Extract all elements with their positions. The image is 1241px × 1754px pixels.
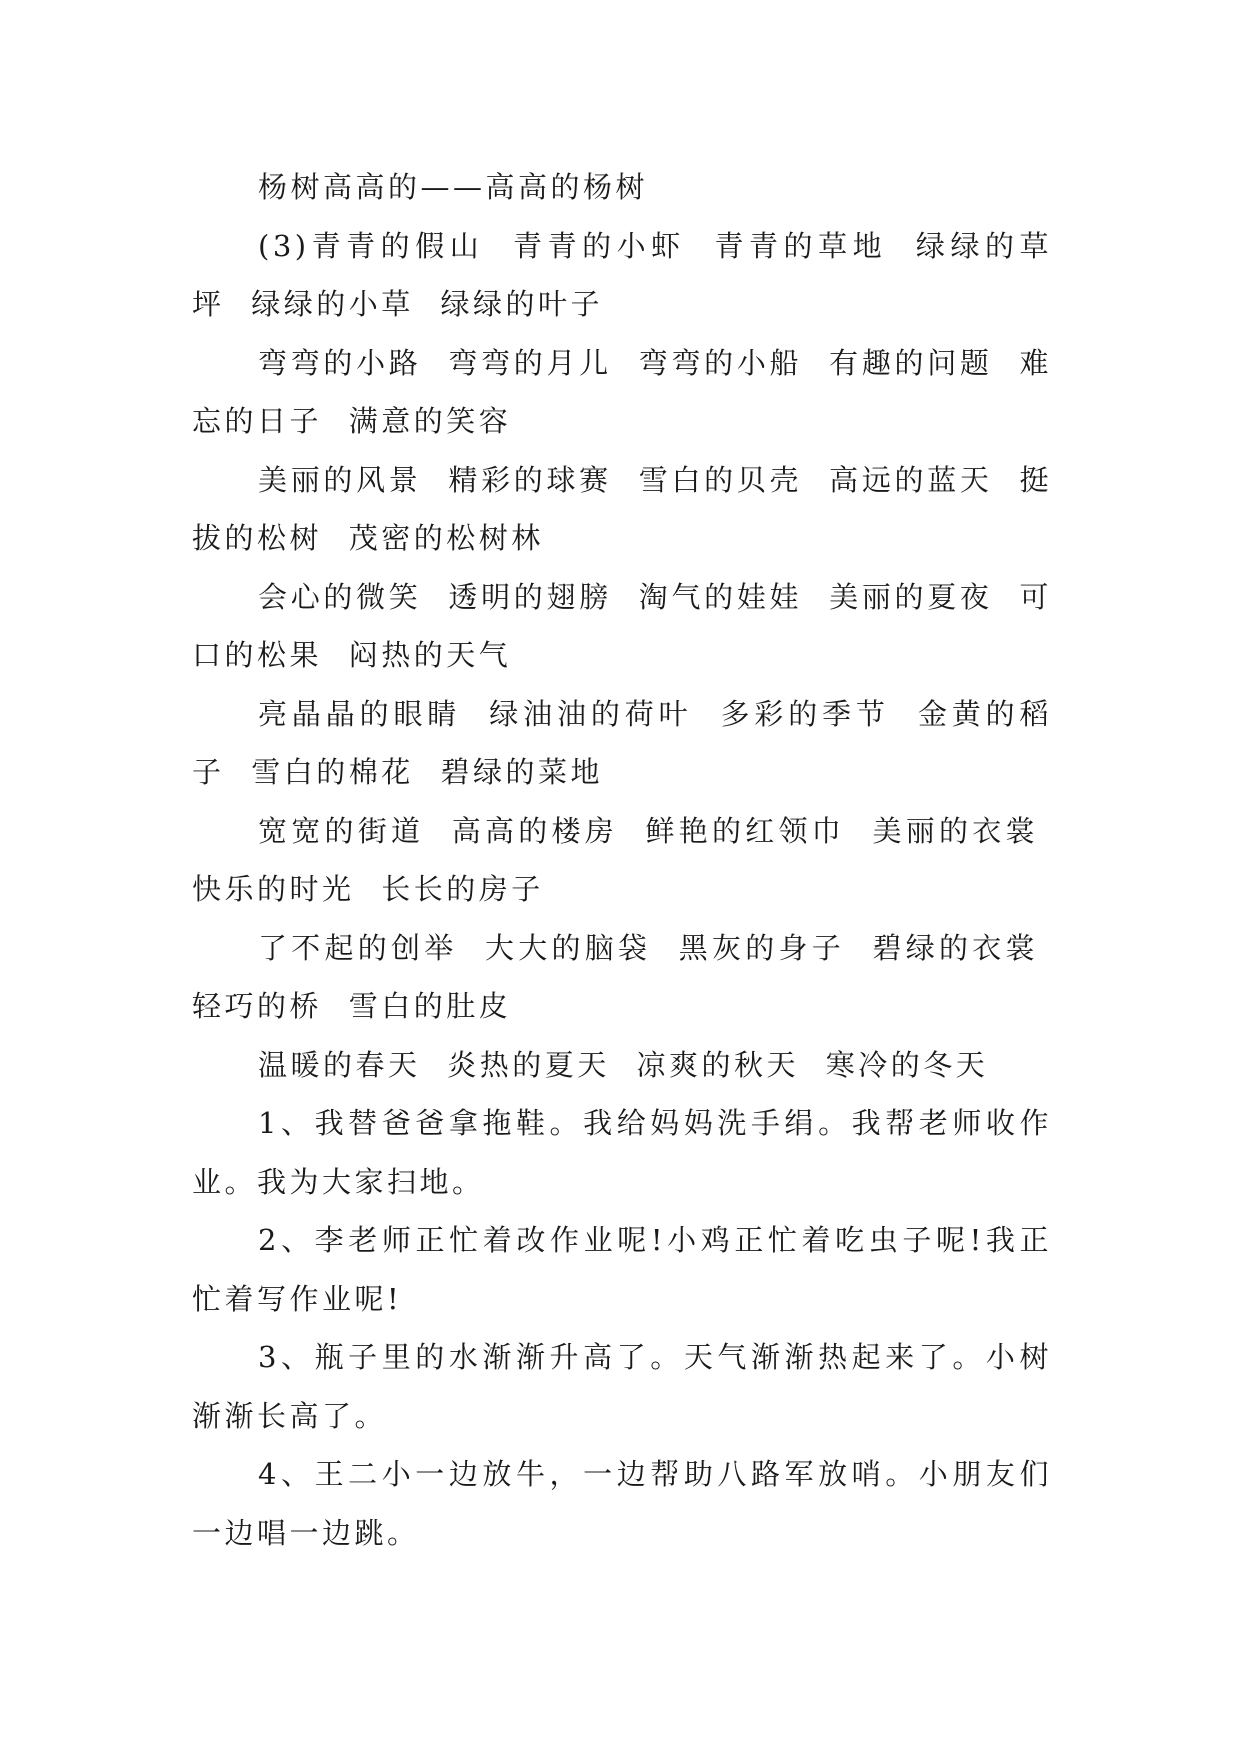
phrase: 宽宽的街道 — [258, 813, 425, 848]
paragraph — [192, 451, 1052, 568]
phrase: 亮晶晶的眼睛 — [258, 696, 462, 731]
phrase: 2、李老师正忙着改作业呢!小鸡正忙着吃虫子呢!我正忙着写作业呢! — [192, 1223, 1052, 1316]
phrase: 绿绿的小草 — [251, 287, 414, 321]
phrase: 透明的翅膀 — [448, 579, 612, 614]
phrase: 炎热的夏天 — [447, 1047, 610, 1082]
phrase: 美丽的风景 — [258, 462, 422, 497]
phrase: 茂密的松树林 — [348, 521, 544, 555]
phrase: 了不起的创举 — [258, 930, 458, 965]
phrase: 弯弯的小船 — [638, 345, 803, 380]
paragraph — [192, 685, 1052, 802]
phrase: 绿绿的叶子 — [440, 287, 603, 321]
phrase: 美丽的夏夜 — [829, 579, 993, 614]
phrase: 多彩的季节 — [720, 696, 890, 731]
paragraph — [192, 158, 1052, 217]
phrase: 淘气的娃娃 — [638, 579, 803, 614]
phrase: 寒冷的冬天 — [825, 1047, 989, 1082]
phrase: 高高的楼房 — [451, 813, 619, 848]
phrase: 雪白的肚皮 — [348, 989, 512, 1023]
paragraph — [192, 1036, 1052, 1095]
paragraph — [192, 334, 1052, 451]
paragraph — [192, 1445, 1052, 1562]
phrase: 会心的微笑 — [258, 579, 422, 614]
phrase: 绿油油的荷叶 — [489, 696, 693, 731]
phrase: 可口的松果 — [192, 579, 1053, 672]
phrase: 青青的小虾 — [513, 228, 686, 263]
paragraph — [192, 802, 1052, 919]
phrase: 轻巧的桥 — [192, 989, 323, 1023]
paragraph — [192, 1328, 1052, 1445]
phrase: 美丽的衣裳 — [872, 813, 1039, 848]
phrase: 挺拔的松树 — [192, 462, 1053, 555]
phrase: 1、我替爸爸拿拖鞋。我给妈妈洗手绢。我帮老师收作业。我为大家扫地。 — [192, 1106, 1052, 1199]
phrase: 雪白的贝壳 — [638, 462, 803, 497]
phrase: 快乐的时光 — [192, 872, 355, 906]
paragraph — [192, 568, 1052, 685]
document-body — [192, 158, 1052, 1562]
phrase: 金黄的稻子 — [192, 696, 1053, 789]
paragraph — [192, 217, 1052, 334]
phrase: 鲜艳的红领巾 — [645, 813, 846, 848]
paragraph — [192, 1094, 1052, 1211]
phrase: 满意的笑容 — [348, 404, 512, 438]
phrase: 有趣的问题 — [829, 345, 993, 380]
phrase: 青青的草地 — [714, 228, 888, 263]
phrase: 高远的蓝天 — [829, 462, 993, 497]
phrase: 弯弯的月儿 — [448, 345, 612, 380]
phrase: 黑灰的身子 — [678, 930, 846, 965]
phrase: 闷热的天气 — [348, 638, 512, 672]
phrase: 难忘的日子 — [192, 345, 1053, 438]
phrase: 长长的房子 — [381, 872, 544, 906]
phrase: 杨树高高的——高高的杨树 — [258, 170, 649, 204]
paragraph — [192, 919, 1052, 1036]
phrase: 雪白的棉花 — [251, 755, 414, 789]
paragraph — [192, 1211, 1052, 1328]
phrase: 碧绿的衣裳 — [872, 930, 1039, 965]
phrase: 凉爽的秋天 — [636, 1047, 799, 1082]
phrase: 弯弯的小路 — [258, 345, 422, 380]
phrase: 温暖的春天 — [258, 1047, 421, 1082]
phrase: 大大的脑袋 — [485, 930, 652, 965]
phrase: 精彩的球赛 — [448, 462, 612, 497]
phrase: 绿绿的草坪 — [192, 228, 1053, 321]
phrase: 4、王二小一边放牛，一边帮助八路军放哨。小朋友们一边唱一边跳。 — [192, 1457, 1052, 1550]
phrase: 碧绿的菜地 — [440, 755, 603, 789]
phrase: 3、瓶子里的水渐渐升高了。天气渐渐热起来了。小树渐渐长高了。 — [192, 1340, 1052, 1433]
phrase: (3)青青的假山 — [258, 228, 485, 263]
